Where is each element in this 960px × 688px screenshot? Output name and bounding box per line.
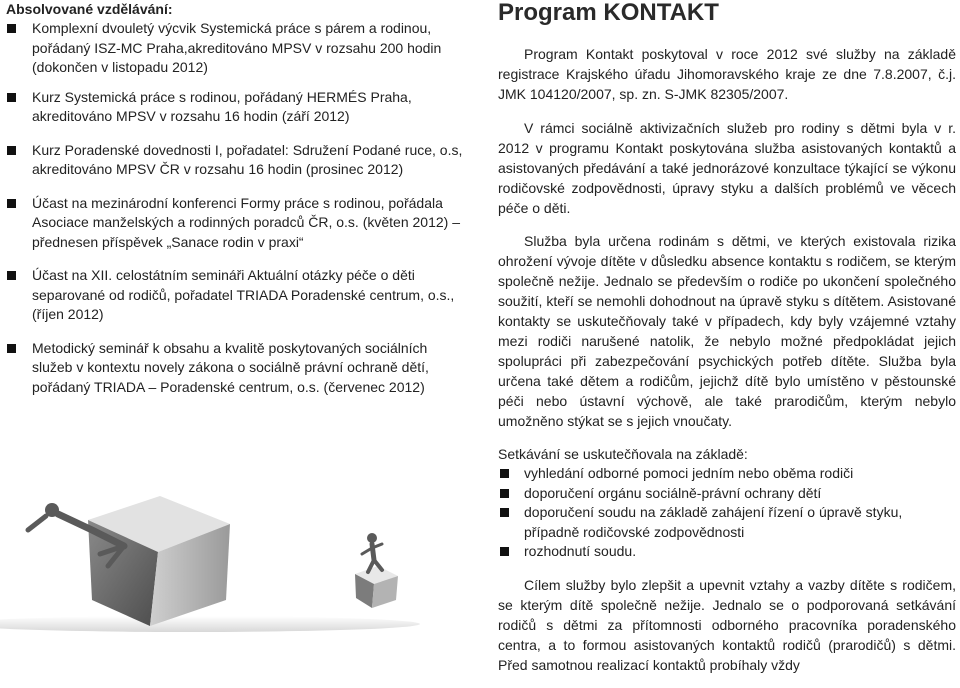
bullet-square-icon <box>500 469 509 478</box>
list-item: rozhodnutí soudu. <box>498 542 956 562</box>
left-column <box>6 0 468 411</box>
education-title: Absolvované vzdělávání: <box>6 1 173 17</box>
paragraph-services: V rámci sociálně aktivizačních služeb pro rodiny s dětmi byla v r. 2012 v programu Kontakt poskytována služba asistovaných kontaktů a asistovaných předávání a také jednorázové konzultace týkající se výkonu rodičovské zodpovědnosti, úpravy styku a dalších problémů ve věcech péče o děti. <box>498 120 956 216</box>
list-item: doporučení soudu na základě zahájení řízení o úpravě styku, případně rodičovské zodpovědnosti <box>498 503 956 542</box>
bullet-square-icon <box>7 24 16 33</box>
paragraph-registration: Program Kontakt poskytoval v roce 2012 své služby na základě registrace Krajského úřadu Jihomoravského kraje ze dne 7.8.2007, č.j. JMK 104120/2007, sp. zn. S-JMK 82305/2007. <box>498 46 956 102</box>
right-column <box>498 0 956 688</box>
list-item: Účast na mezinárodní konferenci Formy práce s rodinou, pořádala Asociace manželských a rodinných poradců ČR, o.s. (květen 2012) – přednesen příspěvek „Sanace rodin v praxi“ <box>6 194 468 253</box>
list-item: doporučení orgánu sociálně-právní ochrany dětí <box>498 484 956 504</box>
list-item: Kurz Systemická práce s rodinou, pořádaný HERMÉS Praha, akreditováno MPSV v rozsahu 16 hodin (září 2012) <box>6 88 468 127</box>
figure-on-small-cube <box>362 533 382 572</box>
list-item: Komplexní dvouletý výcvik Systemická práce s párem a rodinou, pořádaný ISZ-MC Praha,akreditováno MPSV v rozsahu 200 hodin (dokončen v listopadu 2012) <box>6 19 468 78</box>
bullet-square-icon <box>500 547 509 556</box>
program-title: Program KONTAKT <box>498 0 719 26</box>
list-item: Kurz Poradenské dovednosti I, pořadatel: Sdružení Podané ruce, o.s, akreditováno MPSV ČR v rozsahu 16 hodin (prosinec 2012) <box>6 141 468 180</box>
meeting-basis-list <box>498 464 956 562</box>
bullet-square-icon <box>7 93 16 102</box>
bullet-square-icon <box>7 271 16 280</box>
list-item: Účast na XII. celostátním semináři Aktuální otázky péče o děti separované od rodičů, pořadatel TRIADA Poradenské centrum, o.s., (říjen 2012) <box>6 266 468 325</box>
bullet-square-icon <box>500 508 509 517</box>
bullet-square-icon <box>7 199 16 208</box>
list-item: vyhledání odborné pomoci jedním nebo oběma rodiči <box>498 464 956 484</box>
paragraph-goal: Cílem služby bylo zlepšit a upevnit vztahy a vazby dítěte s rodičem, se kterým dítě společně nežije. Jednalo se o podporovaná setkávání rodičů s dětmi za přítomnosti odborného pracovníka poradenského centra, a to formou asistovaných kontaktů rodičů (prarodičů) s dětmi. Před samotnou realizací kontaktů probíhaly vždy <box>498 576 956 673</box>
paragraph-target: Služba byla určena rodinám s dětmi, ve kterých existovala rizika ohrožení vývoje dítěte v důsledku absence kontaktu s rodičem, se kterým společně nežije. Jednalo se především o rodiče po ukončení společného soužití, kteří se nemohli dohodnout na úpravě styku s dítětem. Asistované kontakty se uskutečňovaly také v případech, kdy byly vzájemné vztahy mezi rodiči narušené natolik, že nebylo možné předpokládat jejich spolupráci při zabezpečování psychických potřeb dítěte. Služba byla určena také dětem a rodičům, jejichž dítě bylo umístěno v pěstounské péči nebo ústavní výchově, ale také prarodičům, kterým nebylo umožněno stýkat se s jejich vnoučaty. <box>498 233 956 429</box>
paragraph-meetings: Setkávání se uskutečňovala na základě: <box>498 446 748 462</box>
list-item: Metodický seminář k obsahu a kvalitě poskytovaných sociálních služeb v kontextu novely zákona o sociálně právní ochraně dětí, pořádaný TRIADA – Poradenské centrum, o.s. (červenec 2012) <box>6 339 468 398</box>
small-cube <box>355 566 398 608</box>
cubes-illustration <box>0 480 470 632</box>
bullet-square-icon <box>500 489 509 498</box>
bullet-square-icon <box>7 146 16 155</box>
education-list <box>6 19 468 397</box>
bullet-square-icon <box>7 344 16 353</box>
